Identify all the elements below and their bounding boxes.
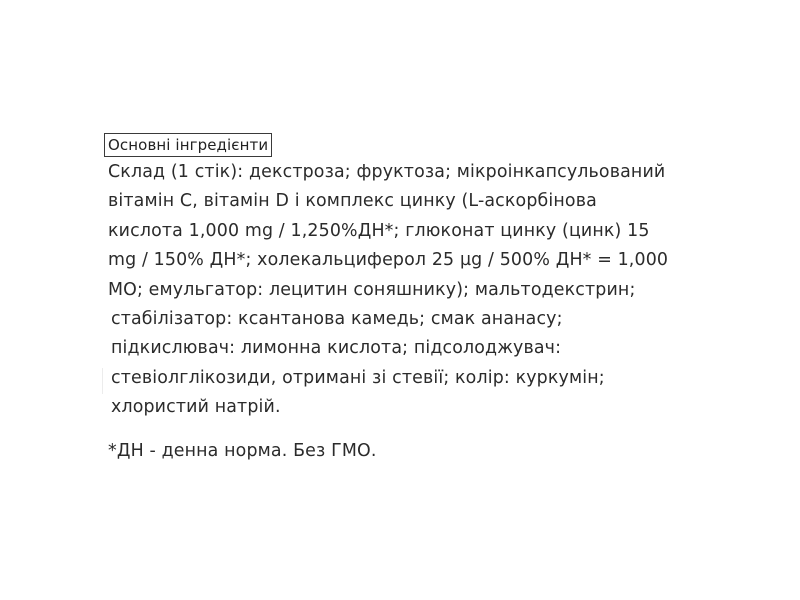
composition-line: кислота 1,000 mg / 1,250%ДН*; глюконат цинку (цинк) 15 xyxy=(108,220,650,241)
composition-line: МО; емульгатор: лецитин соняшнику); мальтодекстрин; xyxy=(108,279,636,300)
composition-line: стабілізатор: ксантанова камедь; смак ананасу; xyxy=(111,309,563,330)
composition-line: вітамін С, вітамін D і комплекс цинку (L-аскорбінова xyxy=(108,191,597,212)
composition-text xyxy=(108,158,708,423)
composition-line: Склад (1 стік): декстроза; фруктоза; мікроінкапсульований xyxy=(108,162,666,182)
footnote: *ДН - денна норма. Без ГМО. xyxy=(108,441,377,461)
composition-line: стевіолглікозиди, отримані зі стевії; колір: куркумін; xyxy=(111,367,605,388)
text-cursor-mark xyxy=(102,368,103,394)
composition-line: mg / 150% ДН*; холекальциферол 25 µg / 500% ДН* = 1,000 xyxy=(108,250,669,271)
composition-line: підкислювач: лимонна кислота; підсолоджувач: xyxy=(111,338,562,359)
ingredients-heading: Основні інгредієнти xyxy=(104,133,272,157)
composition-line: хлористий натрій. xyxy=(111,397,281,418)
